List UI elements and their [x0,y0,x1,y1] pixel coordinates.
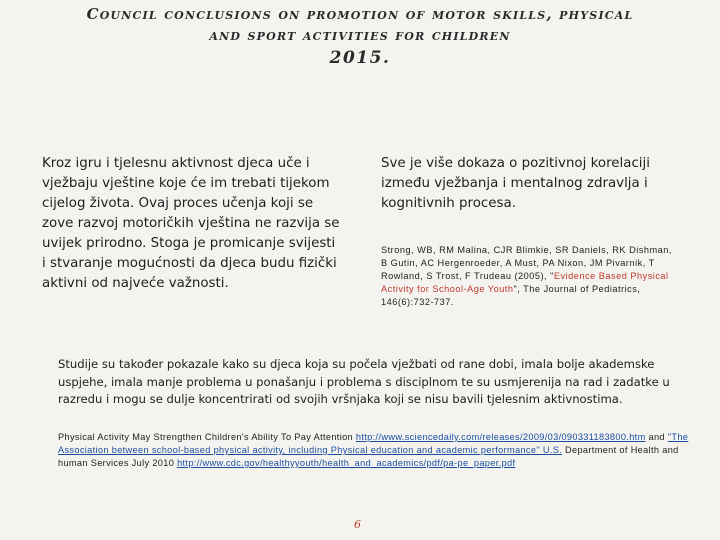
right-column-text: Sve je više dokaza o pozitivnoj korelaciji između vježbanja i mentalnog zdravlja i kognitivnih procesa. [381,156,650,211]
ref3-text: Department of Health and human Services July 2010 [58,445,679,468]
slide-title [0,4,720,68]
ref-and-text: and [645,432,668,442]
citation-authors: Strong, WB, RM Malina, CJR Blimkie, SR Daniels, RK Dishman, B Gutin, AC Hergenroeder, A Must, PA Nixon, JM Pivarnik, T Rowland, S Trost, F Trudeau (2005), " [381,245,672,281]
references [58,431,698,470]
ref1-link[interactable]: http://www.sciencedaily.com/releases/2009/03/090331183800.htm [355,432,646,442]
right-column [381,154,676,309]
citation-title-link[interactable]: Evidence Based Physical Activity for School-Age Youth [381,271,669,294]
title-year: 2015. [329,48,391,68]
page-number: 6 [354,518,361,531]
citation [381,244,676,309]
citation-journal: ", The Journal of Pediatrics, 146(6):732-737. [381,284,641,307]
middle-paragraph: Studije su također pokazale kako su djeca koja su počela vježbati od rane dobi, imala bolje akademske uspjehe, imala manje problema u ponašanju i problema s disciplnom te su usmjerenija na rad i zadatke u razredu i mogu se dulje koncentrirati od svojih vršnjaka koji se nisu bavili tjelesnim aktivnostima. [58,357,670,406]
left-column-text: Kroz igru i tjelesnu aktivnost djeca uče i vježbaju vještine koje će im trebati tijekom cijelog života. Ovaj proces učenja koji se zove razvoj motoričkih vještina ne razvija se uvijek prirodno. Stoga je promicanje svijesti i stvaranje mogućnosti da djeca budu fizički aktivni od najveće važnosti. [42,156,340,291]
ref2-link[interactable]: "The Association between school-based physical activity, including Physical education and academic performance" U.S. [58,432,689,455]
title-line-1: Council conclusions on promotion of motor skills, physical [86,5,634,23]
ref1-text: Physical Activity May Strengthen Children's Ability To Pay Attention [58,432,356,442]
title-line-2: and sport activities for children [209,26,511,44]
ref3-link[interactable]: http://www.cdc.gov/healthyyouth/health_and_academics/pdf/pa-pe_paper.pdf [177,458,516,468]
